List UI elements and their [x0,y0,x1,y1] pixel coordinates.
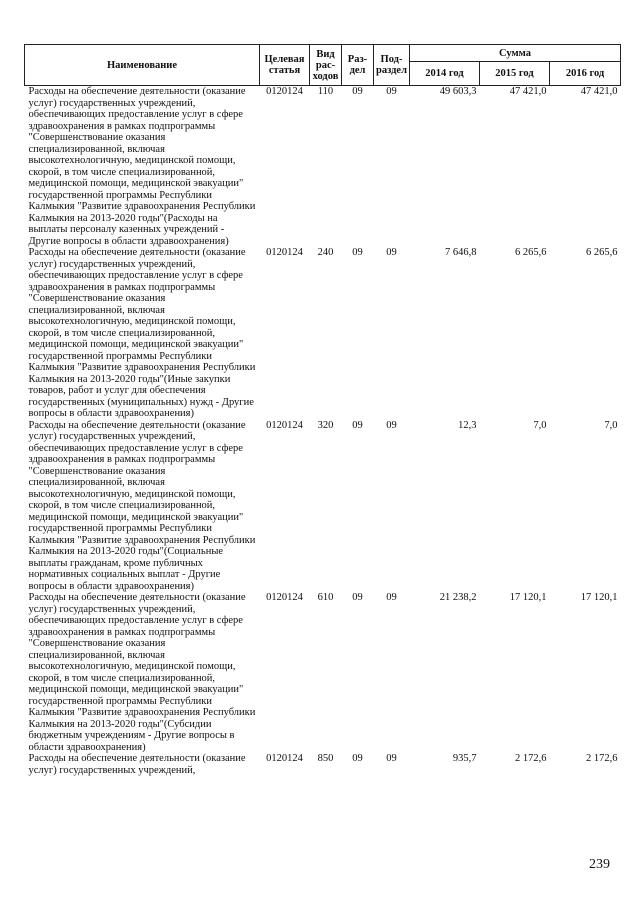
header-year-2015: 2015 год [480,62,550,86]
row-sum-2014: 12,3 [458,419,477,431]
row-article: 0120124 [266,753,303,764]
row-sum-2014: 21 238,2 [439,592,477,603]
row-subsection: 09 [386,86,397,97]
row-sum-2016: 17 120,1 [580,592,618,603]
row-section: 09 [352,86,363,97]
row-section: 09 [352,419,363,431]
row-type: 850 [317,753,334,764]
table-row [25,420,621,593]
header-target-article: Целевая статья [260,45,310,86]
budget-table-page [24,44,620,776]
row-sum-2015: 17 120,1 [509,592,547,603]
header-year-2016: 2016 год [550,62,621,86]
row-section: 09 [352,753,363,764]
row-sum-2016: 47 421,0 [580,86,618,97]
table-row [25,247,621,420]
row-subsection: 09 [386,419,397,431]
row-sum-2014: 49 603,3 [439,86,477,97]
row-type: 320 [317,419,334,431]
row-sum-2016: 7,0 [604,419,618,431]
row-article: 0120124 [266,419,303,431]
row-type: 110 [317,86,334,97]
row-name: Расходы на обеспечение деятельности (оказание услуг) государственных учреждений, обеспечивающих предоставление услуг в сфере здравоохранения в рамках подпрограммы "Совершенствование оказания специализированной, включая высокотехнологичную, медицинской помощи, скорой, в том числе специализированной, медицинской помощи, медицинской эвакуации" государственной программы Республики Калмыкия "Развитие здравоохранения Республики Калмыкия на 2013-2020 годы"(Субсидии бюджетным учреждениям - Другие вопросы в области здравоохранения) [28,592,256,753]
row-sum-2015: 47 421,0 [509,86,547,97]
row-sum-2016: 2 172,6 [586,753,618,764]
row-article: 0120124 [266,592,303,603]
row-sum-2015: 6 265,6 [515,247,547,258]
budget-table [24,44,621,776]
row-type: 610 [317,592,334,603]
row-sum-2016: 6 265,6 [586,247,618,258]
header-section: Раз-дел [342,45,374,86]
row-sum-2015: 7,0 [533,419,547,431]
row-name: Расходы на обеспечение деятельности (оказание услуг) государственных учреждений, обеспечивающих предоставление услуг в сфере здравоохранения в рамках подпрограммы "Совершенствование оказания специализированной, включая высокотехнологичную, медицинской помощи, скорой, в том числе специализированной, медицинской помощи, медицинской эвакуации" государственной программы Республики Калмыкия "Развитие здравоохранения Республики Калмыкия на 2013-2020 годы"(Расходы на выплаты персоналу казенных учреждений - Другие вопросы в области здравоохранения) [28,86,256,247]
header-year-2014: 2014 год [410,62,480,86]
row-subsection: 09 [386,753,397,764]
row-sum-2014: 7 646,8 [445,247,477,258]
header-subsection: Под-раздел [374,45,410,86]
row-section: 09 [352,592,363,603]
header-expense-type: Вид рас-ходов [310,45,342,86]
table-body [25,86,621,777]
row-section: 09 [352,247,363,258]
row-sum-2014: 935,7 [452,753,477,764]
header-sum: Сумма [410,45,621,62]
row-subsection: 09 [386,247,397,258]
table-header [25,45,621,86]
row-subsection: 09 [386,592,397,603]
header-name: Наименование [25,45,260,86]
table-row [25,592,621,753]
row-article: 0120124 [266,247,303,258]
table-row [25,753,621,776]
row-name: Расходы на обеспечение деятельности (оказание услуг) государственных учреждений, обеспечивающих предоставление услуг в сфере здравоохранения в рамках подпрограммы "Совершенствование оказания специализированной, включая высокотехнологичную, медицинской помощи, скорой, в том числе специализированной, медицинской помощи, медицинской эвакуации" государственной программы Республики Калмыкия "Развитие здравоохранения Республики Калмыкия на 2013-2020 годы"(Иные закупки товаров, работ и услуг для обеспечения государственных (муниципальных) нужд - Другие вопросы в области здравоохранения) [28,247,256,419]
row-article: 0120124 [266,86,303,97]
row-type: 240 [317,247,334,258]
row-name: Расходы на обеспечение деятельности (оказание услуг) государственных учреждений, [28,753,246,776]
row-name: Расходы на обеспечение деятельности (оказание услуг) государственных учреждений, обеспечивающих предоставление услуг в сфере здравоохранения в рамках подпрограммы "Совершенствование оказания специализированной, включая высокотехнологичную, медицинской помощи, скорой, в том числе специализированной, медицинской помощи, медицинской эвакуации" государственной программы Республики Калмыкия "Развитие здравоохранения Республики Калмыкия на 2013-2020 годы"(Социальные выплаты гражданам, кроме публичных нормативных социальных выплат - Другие вопросы в области здравоохранения) [28,419,256,592]
page-number: 239 [589,857,610,872]
row-sum-2015: 2 172,6 [515,753,547,764]
table-row [25,86,621,248]
